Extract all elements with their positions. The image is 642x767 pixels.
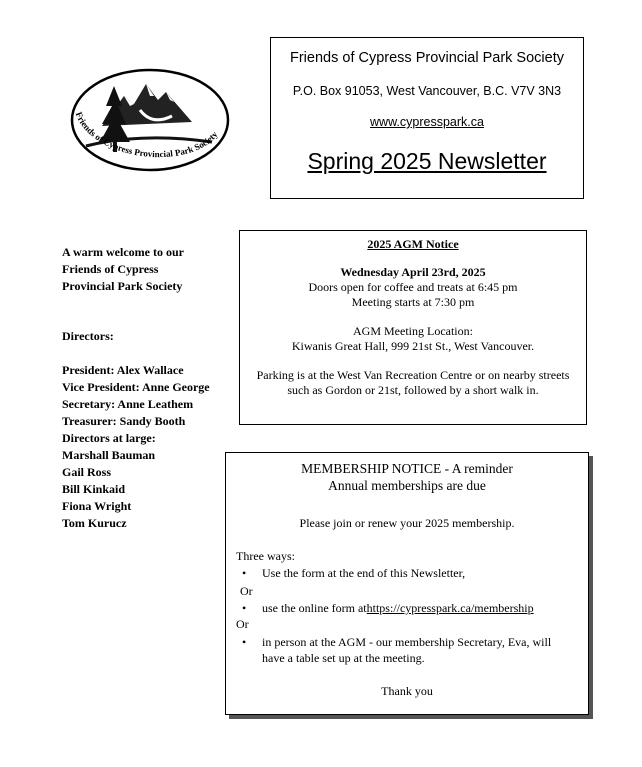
- membership-ways-label: Three ways:: [236, 549, 295, 563]
- agm-location-label: AGM Meeting Location:: [353, 324, 473, 338]
- membership-or-1: Or: [240, 584, 253, 598]
- org-name: Friends of Cypress Provincial Park Society: [290, 50, 564, 66]
- agm-date: Wednesday April 23rd, 2025: [340, 265, 486, 279]
- director-item: Marshall Bauman: [62, 448, 156, 462]
- society-logo: [62, 66, 232, 178]
- membership-way-1: • Use the form at the end of this Newsletter,: [242, 566, 466, 580]
- director-item: Tom Kurucz: [62, 516, 127, 530]
- agm-parking: Parking is at the West Van Recreation Centre or on nearby streets such as Gordon or 21st, followed by a short walk in.: [256, 368, 570, 397]
- agm-location: Kiwanis Great Hall, 999 21st St., West Vancouver.: [291, 339, 535, 353]
- membership-join-text: Please join or renew your 2025 membership.: [299, 516, 515, 530]
- membership-or-2: Or: [236, 617, 249, 631]
- mailing-address: P.O. Box 91053, West Vancouver, B.C. V7V 3N3: [292, 84, 562, 98]
- membership-title: MEMBERSHIP NOTICE - A reminder: [301, 461, 513, 476]
- header-box: [270, 37, 584, 199]
- bullet-icon: •: [242, 635, 247, 649]
- logo-text: Friends of Cypress Provincial Park Society: [73, 110, 220, 160]
- director-item: Secretary: Anne Leathem: [62, 397, 194, 411]
- director-item: Treasurer: Sandy Booth: [62, 414, 186, 428]
- director-item: Directors at large:: [62, 431, 156, 445]
- directors-heading: Directors:: [62, 329, 114, 343]
- agm-notice-box: [239, 230, 587, 425]
- membership-form-link[interactable]: https://cypresspark.ca/membership: [366, 601, 534, 615]
- director-item: Bill Kinkaid: [62, 482, 126, 496]
- agm-title: 2025 AGM Notice: [367, 237, 459, 251]
- agm-doors-time: Doors open for coffee and treats at 6:45 pm: [308, 280, 518, 294]
- website-link[interactable]: www.cypresspark.ca: [370, 115, 484, 129]
- membership-way-3: • in person at the AGM - our membership Secretary, Eva, will have a table set up at the meeting.: [242, 635, 552, 665]
- newsletter-title: Spring 2025 Newsletter: [307, 148, 547, 174]
- membership-thanks: Thank you: [381, 684, 433, 698]
- welcome-text: A warm welcome to our Friends of Cypress Provincial Park Society: [62, 245, 184, 293]
- membership-way-2: • use the online form athttps://cypresspark.ca/membership: [242, 601, 534, 615]
- bullet-icon: •: [242, 566, 247, 580]
- agm-start-time: Meeting starts at 7:30 pm: [351, 295, 475, 309]
- bullet-icon: •: [242, 601, 247, 615]
- director-item: President: Alex Wallace: [62, 363, 184, 377]
- director-item: Fiona Wright: [62, 499, 132, 513]
- left-column: [62, 244, 232, 530]
- director-item: Vice President: Anne George: [62, 380, 210, 394]
- director-item: Gail Ross: [62, 465, 112, 479]
- membership-notice-box: [225, 452, 589, 715]
- membership-subtitle: Annual memberships are due: [328, 478, 486, 493]
